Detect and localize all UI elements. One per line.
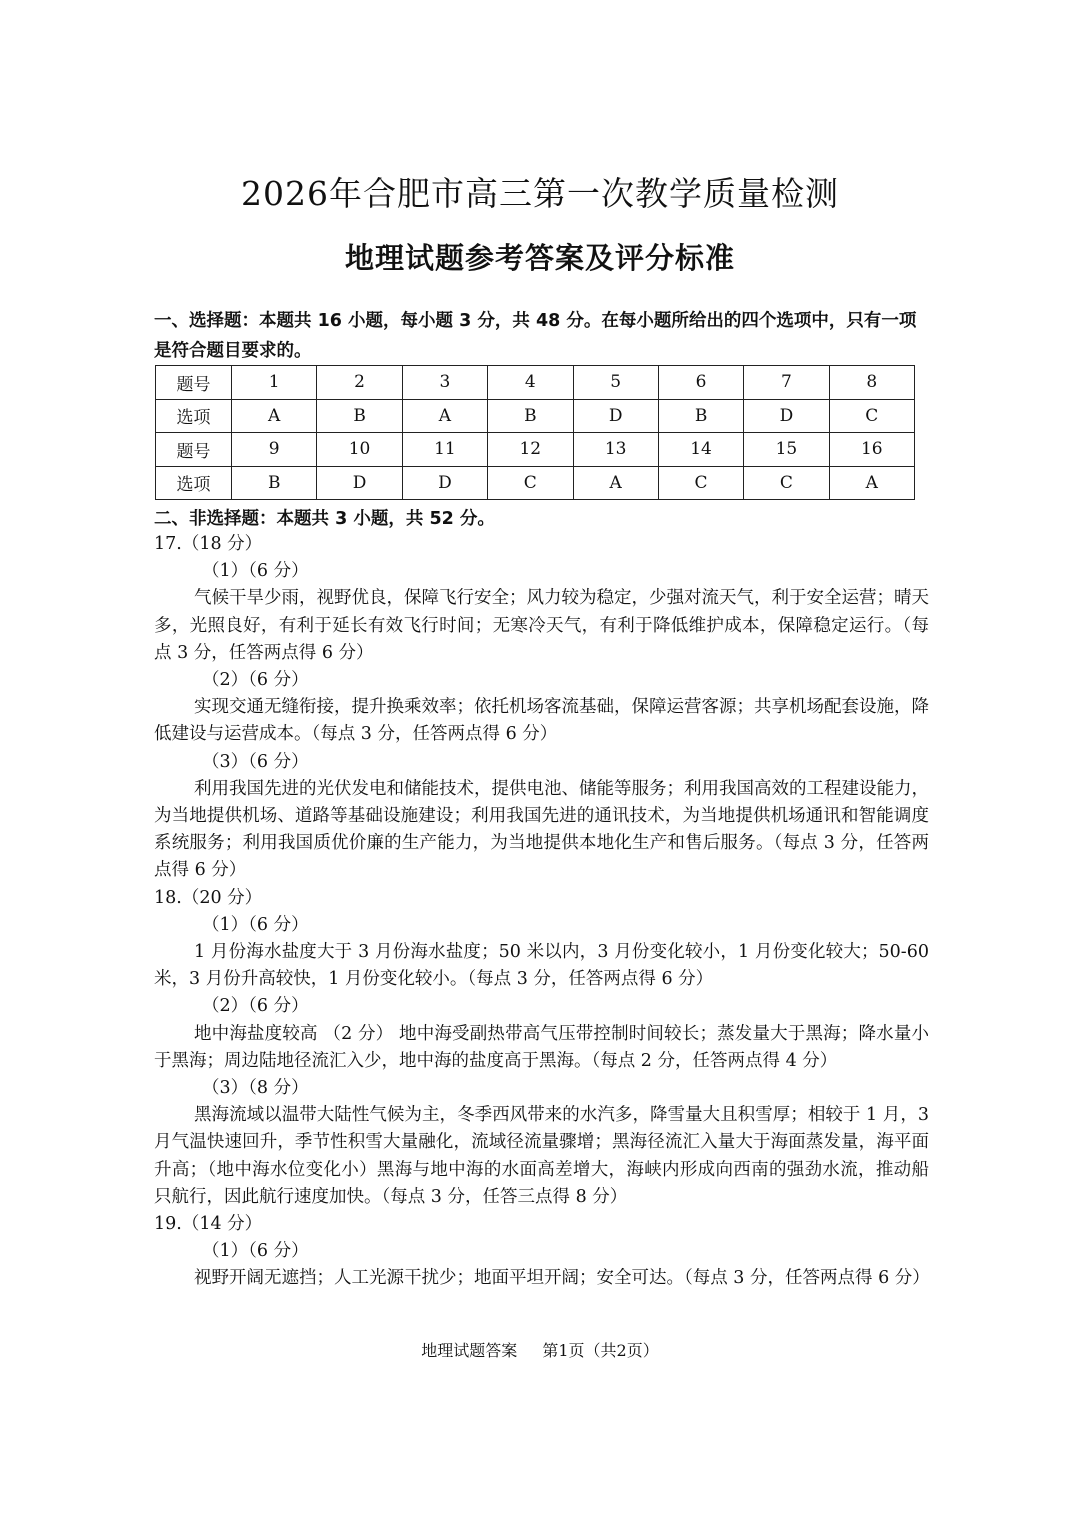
- table-cell-label: 选项: [156, 466, 232, 500]
- q18-part2-text: 地中海盐度较高 （2 分） 地中海受副热带高气压带控制时间较长；蒸发量大于黑海；降水量小于黑海；周边陆地径流汇入少，地中海的盐度高于黑海。（每点 2 分，任答两点得 4 分）: [154, 1023, 929, 1071]
- q17-part2-label: （2）（6 分）: [202, 670, 309, 691]
- answer-table: [155, 365, 915, 500]
- table-row: [156, 399, 915, 433]
- table-cell: C: [658, 466, 743, 500]
- table-cell: 14: [658, 433, 743, 467]
- table-cell: D: [744, 399, 829, 433]
- table-cell: B: [317, 399, 402, 433]
- section2-header: 二、非选择题：本题共 3 小题，共 52 分。: [154, 509, 495, 529]
- section1-header: 一、选择题：本题共 16 小题，每小题 3 分，共 48 分。在每小题所给出的四个选项中，只有一项是符合题目要求的。: [154, 311, 917, 361]
- table-cell: 16: [829, 433, 914, 467]
- table-row: [156, 433, 915, 467]
- question-19-label: 19.（14 分）: [154, 1214, 263, 1235]
- table-cell: B: [488, 399, 573, 433]
- table-cell: 7: [744, 366, 829, 400]
- table-cell: A: [232, 399, 317, 433]
- q17-part3-label: （3）（6 分）: [202, 751, 309, 772]
- table-cell-label: 选项: [156, 399, 232, 433]
- table-cell: 5: [573, 366, 658, 400]
- page-title: 2026年合肥市高三第一次教学质量检测: [241, 174, 839, 213]
- table-cell-label: 题号: [156, 366, 232, 400]
- table-cell: B: [658, 399, 743, 433]
- table-cell: B: [232, 466, 317, 500]
- table-cell: C: [829, 399, 914, 433]
- q17-part2-text: 实现交通无缝衔接，提升换乘效率；依托机场客流基础，保障运营客源；共享机场配套设施，降低建设与运营成本。（每点 3 分，任答两点得 6 分）: [154, 697, 929, 745]
- table-cell: 2: [317, 366, 402, 400]
- table-row: [156, 366, 915, 400]
- table-cell: 11: [402, 433, 487, 467]
- q17-part1-label: （1）（6 分）: [202, 561, 309, 582]
- table-cell: 9: [232, 433, 317, 467]
- page-subtitle: 地理试题参考答案及评分标准: [344, 241, 735, 275]
- question-17-label: 17.（18 分）: [154, 534, 263, 554]
- q18-part3-label: （3）（8 分）: [202, 1078, 309, 1099]
- table-cell: C: [744, 466, 829, 500]
- table-cell: 10: [317, 433, 402, 467]
- page-footer: 地理试题答案 第1页（共2页）: [421, 1341, 659, 1360]
- table-cell: 4: [488, 366, 573, 400]
- q19-part1-text: 视野开阔无遮挡；人工光源干扰少；地面平坦开阔；安全可达。（每点 3 分，任答两点得 6 分）: [194, 1268, 930, 1289]
- table-cell: 8: [829, 366, 914, 400]
- q18-part1-label: （1）（6 分）: [202, 914, 309, 935]
- answers-body: [154, 531, 929, 1293]
- table-cell: 15: [744, 433, 829, 467]
- table-cell: D: [402, 466, 487, 500]
- q17-part1-text: 气候干旱少雨，视野优良，保障飞行安全；风力较为稳定，少强对流天气，利于安全运营；晴天多，光照良好，有利于延长有效飞行时间；无寒冷天气，有利于降低维护成本，保障稳定运行。（每点 3 分，任答两点得 6 分）: [154, 588, 929, 663]
- table-cell: A: [402, 399, 487, 433]
- q17-part3-text: 利用我国先进的光伏发电和储能技术，提供电池、储能等服务；利用我国高效的工程建设能力，为当地提供机场、道路等基础设施建设；利用我国先进的通讯技术，为当地提供机场通讯和智能调度系统服务；利用我国质优价廉的生产能力，为当地提供本地化生产和售后服务。（每点 3 分，任答两点得 6 分）: [154, 778, 929, 881]
- q18-part1-text: 1 月份海水盐度大于 3 月份海水盐度；50 米以内，3 月份变化较小，1 月份变化较大；50-60 米，3 月份升高较快，1 月份变化较小。（每点 3 分，任答两点得 6 分）: [154, 942, 929, 990]
- table-cell-label: 题号: [156, 433, 232, 467]
- table-cell: C: [488, 466, 573, 500]
- q18-part3-text: 黑海流域以温带大陆性气候为主，冬季西风带来的水汽多，降雪量大且积雪厚；相较于 1 月，3 月气温快速回升，季节性积雪大量融化，流域径流量骤增；黑海径流汇入量大于海面蒸发量，海平面升高；（地中海水位变化小）黑海与地中海的水面高差增大，海峡内形成向西南的强劲水流，推动船只航行，因此航行速度加快。（每点 3 分，任答三点得 8 分）: [154, 1105, 929, 1207]
- q19-part1-label: （1）（6 分）: [202, 1241, 309, 1262]
- table-cell: 12: [488, 433, 573, 467]
- question-18-label: 18.（20 分）: [154, 887, 263, 908]
- table-cell: D: [317, 466, 402, 500]
- table-cell: 13: [573, 433, 658, 467]
- table-row: [156, 466, 915, 500]
- table-cell: 6: [658, 366, 743, 400]
- table-cell: A: [829, 466, 914, 500]
- q18-part2-label: （2）（6 分）: [202, 996, 309, 1017]
- table-cell: 1: [232, 366, 317, 400]
- table-cell: D: [573, 399, 658, 433]
- table-cell: A: [573, 466, 658, 500]
- table-cell: 3: [402, 366, 487, 400]
